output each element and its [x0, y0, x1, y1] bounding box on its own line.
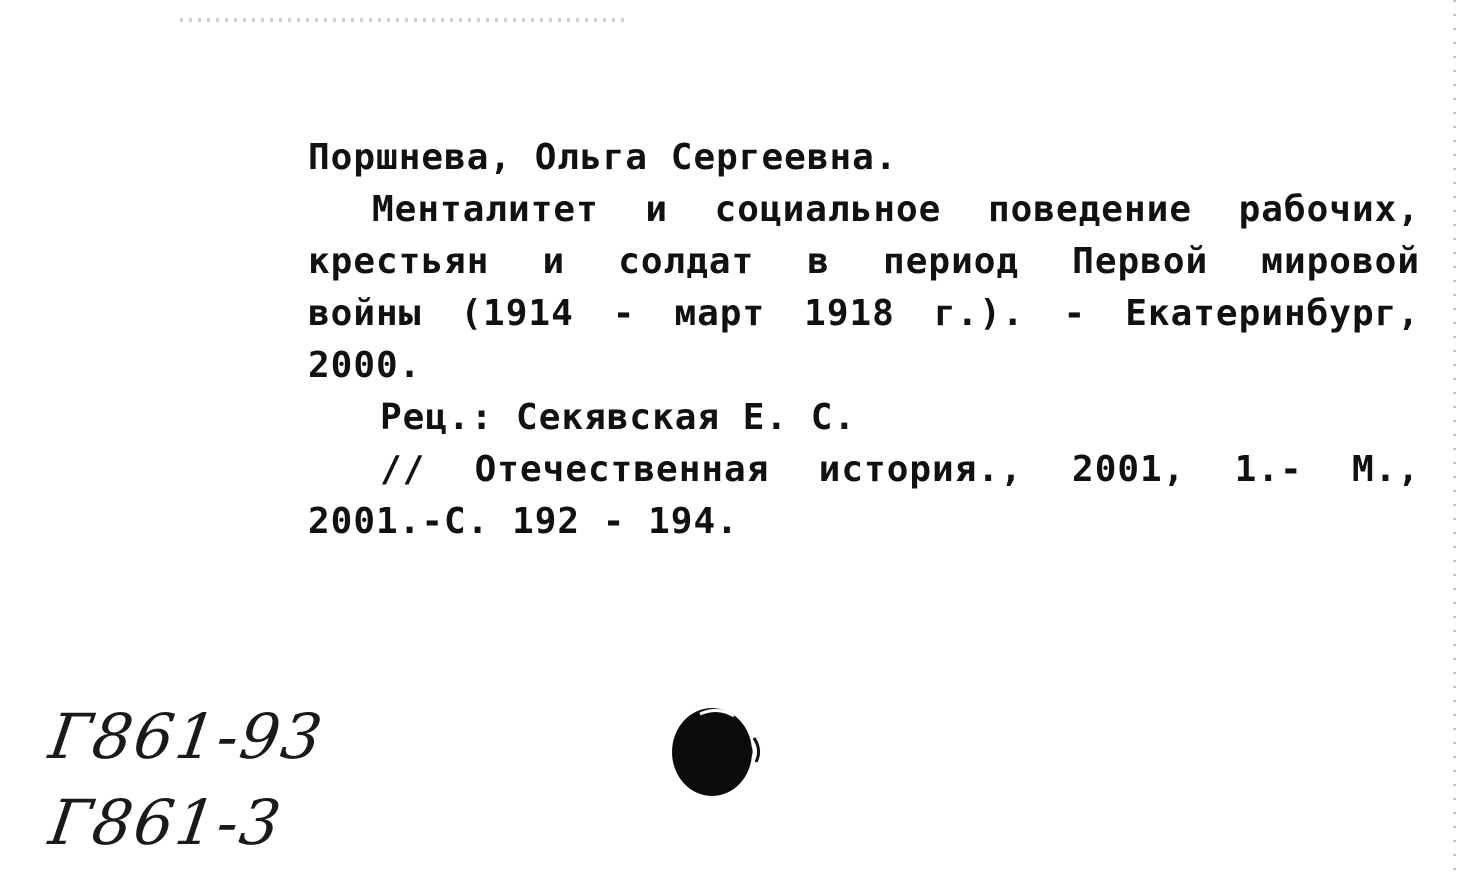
card-edge — [1453, 0, 1456, 880]
source-line-1: // Отечественная история., 2001, 1.- М., — [380, 449, 1420, 490]
bibliographic-entry — [308, 132, 1420, 548]
punch-hole-icon — [670, 702, 762, 798]
title-line-3: войны (1914 - март 1918 г.). - Екатеринбург, — [308, 293, 1420, 334]
scan-artifact — [180, 18, 630, 22]
author-line: Поршнева, Ольга Сергеевна. — [308, 137, 898, 178]
title-line-4: 2000. — [308, 345, 422, 386]
shelf-mark-2: Г861-3 — [44, 786, 287, 859]
title-line-1: Менталитет и социальное поведение рабочих, — [372, 189, 1420, 230]
shelf-mark-1: Г861-93 — [44, 700, 329, 773]
review-line: Рец.: Секявская Е. С. — [380, 397, 857, 438]
source-line-2: 2001.-С. 192 - 194. — [308, 501, 739, 542]
title-line-2: крестьян и солдат в период Первой мировой — [308, 241, 1420, 282]
